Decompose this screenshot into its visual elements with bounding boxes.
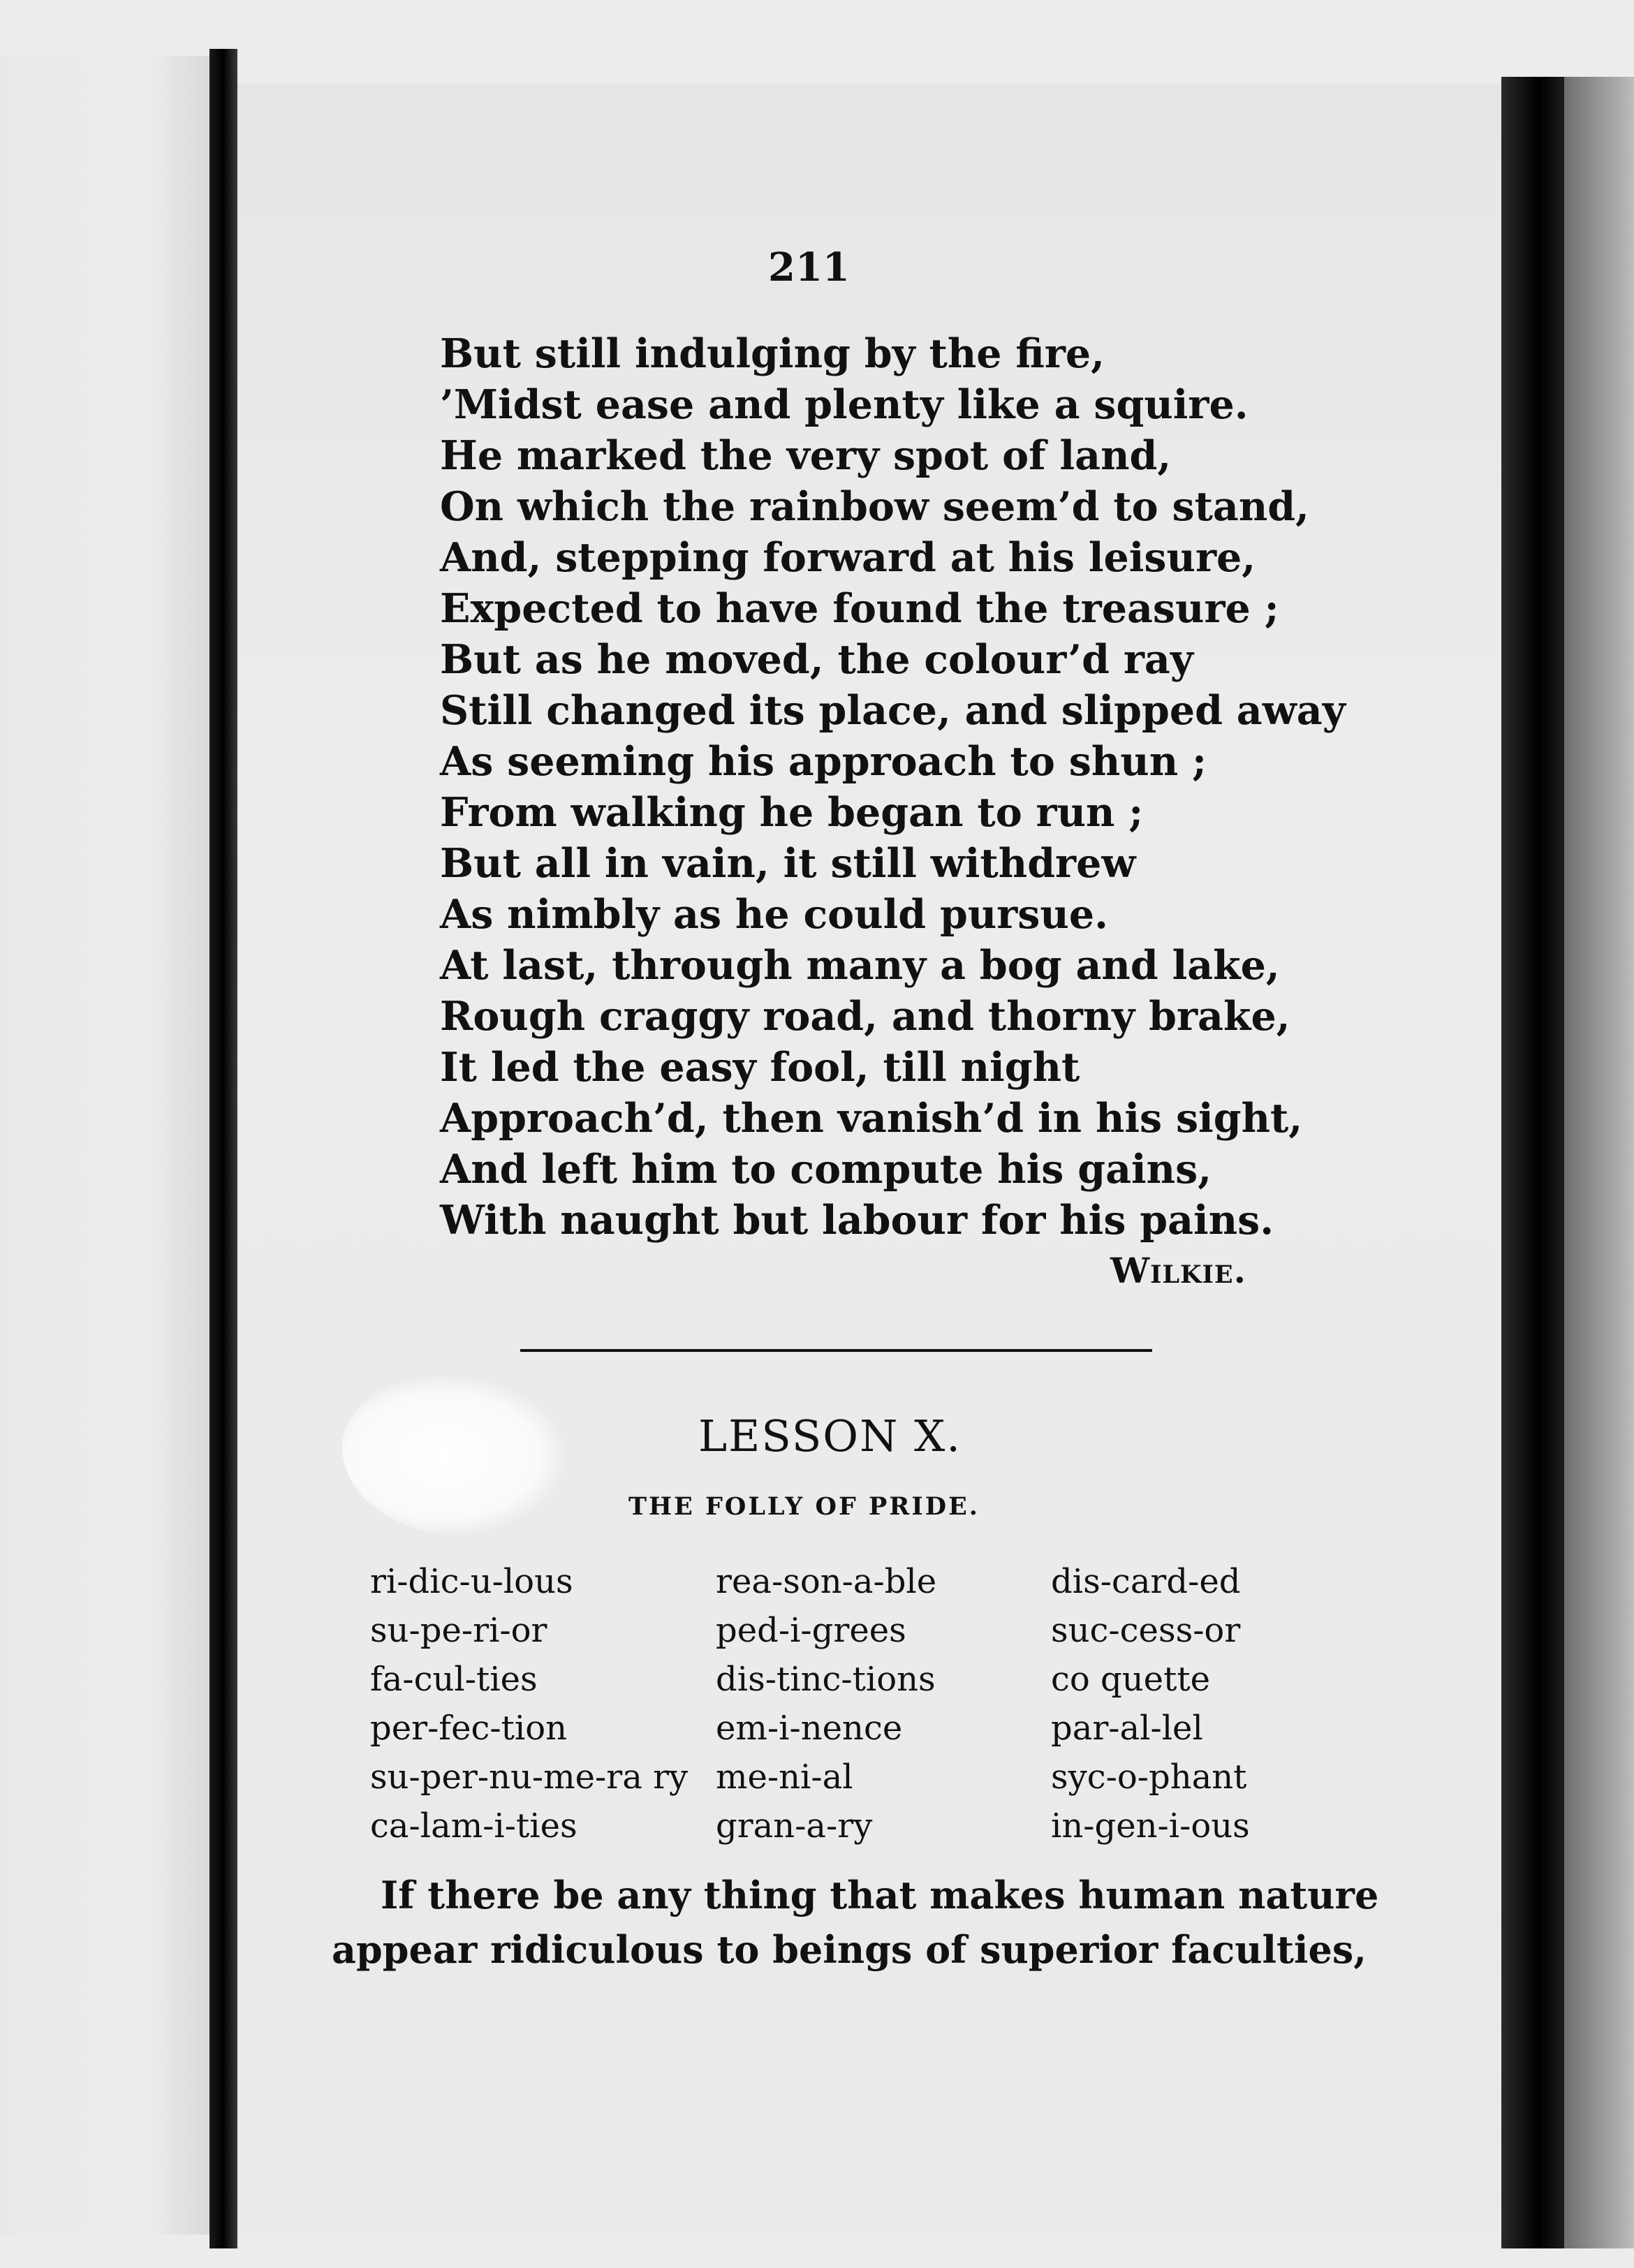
spelling-word: suc-cess-or xyxy=(1051,1611,1241,1650)
spelling-word: in-gen-i-ous xyxy=(1051,1806,1250,1846)
spelling-word: per-fec-tion xyxy=(370,1709,568,1748)
poem-line: But still indulging by the fire, xyxy=(440,330,1105,377)
poem-line: At last, through many a bog and lake, xyxy=(440,942,1280,989)
spelling-word: em-i-nence xyxy=(716,1709,903,1748)
page-edge-shadow xyxy=(1501,77,1564,2248)
spelling-word: me-ni-al xyxy=(716,1758,853,1797)
spelling-word: su-pe-ri-or xyxy=(370,1611,547,1650)
lesson-text-line: If there be any thing that makes human nature xyxy=(381,1873,1379,1917)
spelling-column xyxy=(370,1557,688,1850)
poem-line: With naught but labour for his pains. xyxy=(440,1197,1274,1244)
poem-line: It led the easy fool, till night xyxy=(440,1044,1080,1091)
page-number: 211 xyxy=(768,244,850,290)
spelling-word: fa-cul-ties xyxy=(370,1660,538,1699)
spelling-word: dis-card-ed xyxy=(1051,1562,1241,1601)
spelling-word: ri-dic-u-lous xyxy=(370,1562,573,1601)
poem-line: But all in vain, it still withdrew xyxy=(440,840,1136,887)
lesson-title: LESSON X. xyxy=(698,1411,962,1461)
spelling-word: syc-o-phant xyxy=(1051,1758,1247,1797)
lesson-subtitle: THE FOLLY OF PRIDE. xyxy=(628,1492,980,1521)
poem-line: From walking he began to run ; xyxy=(440,789,1144,836)
poem-line: And left him to compute his gains, xyxy=(440,1146,1212,1193)
poem-line: But as he moved, the colour’d ray xyxy=(440,636,1193,683)
page-edge xyxy=(1564,77,1634,2248)
poem xyxy=(440,328,1418,1246)
poem-line: Expected to have found the treasure ; xyxy=(440,585,1279,632)
left-page xyxy=(0,56,209,2234)
poem-line: Still changed its place, and slipped away xyxy=(440,687,1346,734)
lesson-text xyxy=(332,1868,1379,1977)
spelling-word: su-per-nu-me-ra ry xyxy=(370,1758,689,1797)
poem-line: ’Midst ease and plenty like a squire. xyxy=(440,381,1249,428)
poem-line: He marked the very spot of land, xyxy=(440,432,1172,479)
poem-line: Rough craggy road, and thorny brake, xyxy=(440,993,1290,1040)
lesson-text-line: appear ridiculous to beings of superior faculties, xyxy=(332,1927,1367,1972)
poem-line: As nimbly as he could pursue. xyxy=(440,891,1108,938)
spelling-column xyxy=(716,1557,936,1850)
poem-line: And, stepping forward at his leisure, xyxy=(440,534,1256,581)
spelling-word: par-al-lel xyxy=(1051,1709,1203,1748)
spelling-word: co quette xyxy=(1051,1660,1211,1699)
spelling-word: ca-lam-i-ties xyxy=(370,1806,577,1846)
spelling-word: dis-tinc-tions xyxy=(716,1660,936,1699)
book-gutter xyxy=(209,49,237,2248)
poem-author: Wilkie. xyxy=(1110,1250,1247,1291)
poem-line: Approach’d, then vanish’d in his sight, xyxy=(440,1095,1303,1142)
poem-line: As seeming his approach to shun ; xyxy=(440,738,1207,785)
spelling-column xyxy=(1051,1557,1250,1850)
poem-line: On which the rainbow seem’d to stand, xyxy=(440,483,1309,530)
section-divider xyxy=(520,1349,1152,1352)
spelling-word: gran-a-ry xyxy=(716,1806,873,1846)
spelling-word: rea-son-a-ble xyxy=(716,1562,937,1601)
spelling-word: ped-i-grees xyxy=(716,1611,906,1650)
